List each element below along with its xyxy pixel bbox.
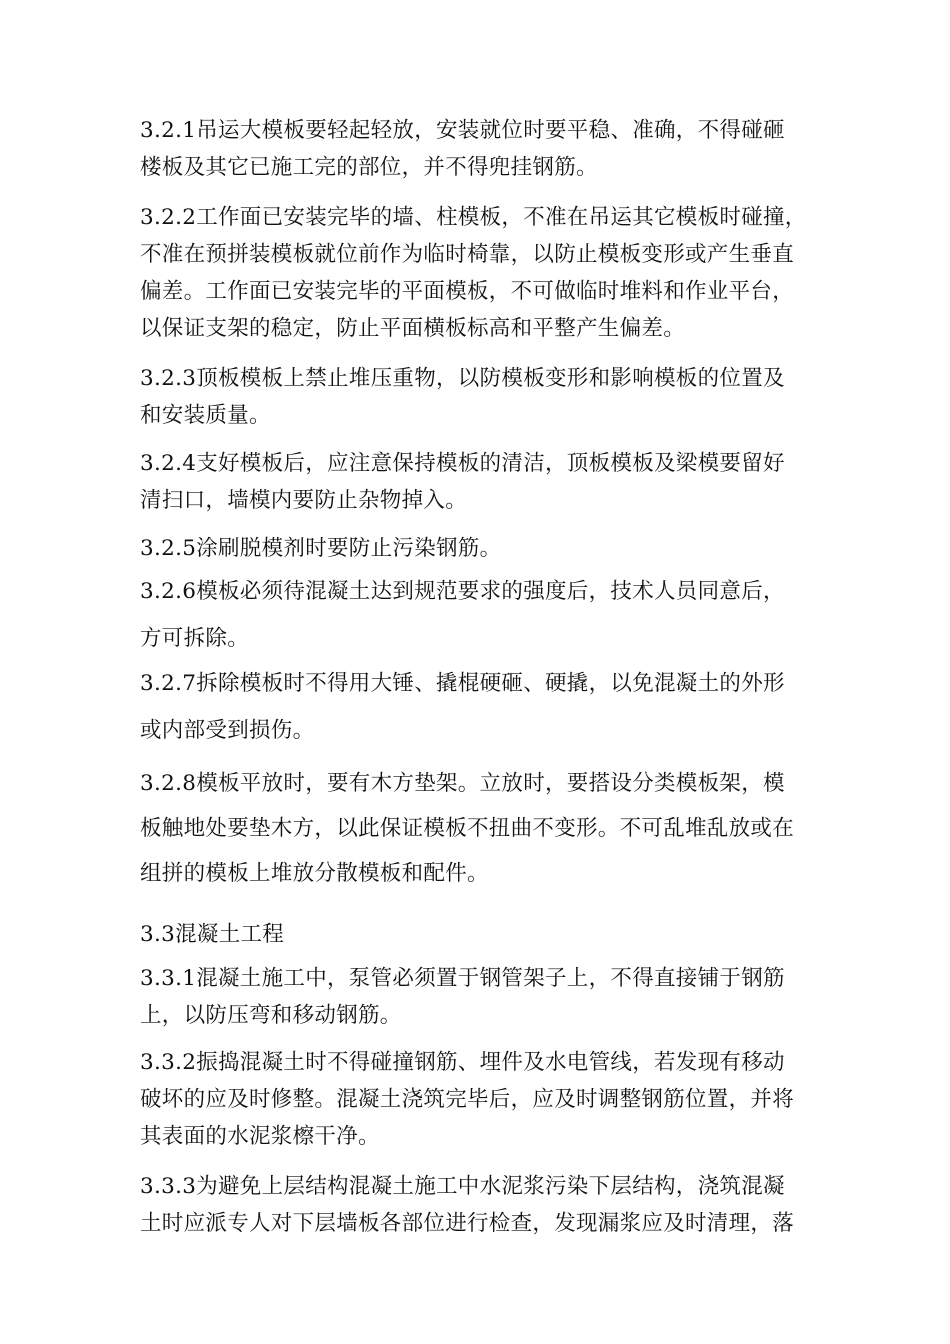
paragraph-3-2-7	[140, 665, 820, 749]
text-line: 3.2.7拆除模板时不得用大锤、撬棍硬砸、硬撬，以免混凝土的外形	[140, 671, 785, 696]
text-line: 3.2.4支好模板后，应注意保持模板的清洁，顶板模板及梁模要留好	[140, 451, 785, 476]
text-line: 3.2.2工作面已安装完毕的墙、柱模板，不准在吊运其它模板时碰撞，	[140, 205, 807, 230]
text-line: 3.2.3顶板模板上禁止堆压重物，以防模板变形和影响模板的位置及	[140, 366, 785, 391]
text-line: 3.3.2振捣混凝土时不得碰撞钢筋、埋件及水电管线，若发现有移动	[140, 1050, 785, 1075]
text-line: 其表面的水泥浆檫干净。	[140, 1124, 380, 1149]
text-line: 3.2.6模板必须待混凝土达到规范要求的强度后，技术人员同意后，	[140, 579, 785, 604]
text-line: 方可拆除。	[140, 626, 250, 651]
paragraph-3-2-4	[140, 445, 820, 519]
text-line: 3.2.8模板平放时，要有木方垫架。立放时，要搭设分类模板架，模	[140, 771, 785, 796]
paragraph-3-2-3	[140, 360, 820, 434]
text-line: 或内部受到损伤。	[140, 718, 315, 743]
text-line: 以保证支架的稳定，防止平面横板标高和平整产生偏差。	[140, 316, 686, 341]
text-line: 破坏的应及时修整。混凝土浇筑完毕后，应及时调整钢筋位置，并将	[140, 1087, 795, 1112]
paragraph-3-2-8	[140, 765, 820, 892]
text-line: 3.2.5涂刷脱模剂时要防止污染钢筋。	[140, 536, 502, 561]
paragraph-3-2-1	[140, 112, 820, 186]
section-heading: 3.3混凝土工程	[140, 922, 285, 947]
text-line: 土时应派专人对下层墙板各部位进行检查，发现漏浆应及时清理，落	[140, 1211, 795, 1236]
paragraph-3-2-5	[140, 530, 820, 567]
text-line: 偏差。工作面已安装完毕的平面模板，不可做临时堆料和作业平台，	[140, 279, 795, 304]
text-line: 3.3.3为避免上层结构混凝土施工中水泥浆污染下层结构，浇筑混凝	[140, 1174, 785, 1199]
paragraph-3-3-2	[140, 1044, 820, 1155]
text-line: 3.2.1吊运大模板要轻起轻放，安装就位时要平稳、准确，不得碰砸	[140, 118, 785, 143]
text-line: 上，以防压弯和移动钢筋。	[140, 1003, 402, 1028]
text-line: 清扫口，墙模内要防止杂物掉入。	[140, 488, 468, 513]
text-line: 3.3.1混凝土施工中，泵管必须置于钢管架子上，不得直接铺于钢筋	[140, 966, 785, 991]
text-line: 组拼的模板上堆放分散模板和配件。	[140, 861, 489, 886]
paragraph-3-2-2	[140, 199, 820, 347]
paragraph-3-3-3	[140, 1168, 820, 1242]
paragraph-3-2-6	[140, 573, 820, 657]
paragraph-3-3-1	[140, 960, 820, 1034]
text-line: 和安装质量。	[140, 403, 271, 428]
text-line: 不准在预拼装模板就位前作为临时椅靠，以防止模板变形或产生垂直	[140, 242, 795, 267]
text-line: 楼板及其它已施工完的部位，并不得兜挂钢筋。	[140, 155, 598, 180]
section-heading-3-3	[140, 916, 820, 953]
text-line: 板触地处要垫木方，以此保证模板不扭曲不变形。不可乱堆乱放或在	[140, 816, 795, 841]
